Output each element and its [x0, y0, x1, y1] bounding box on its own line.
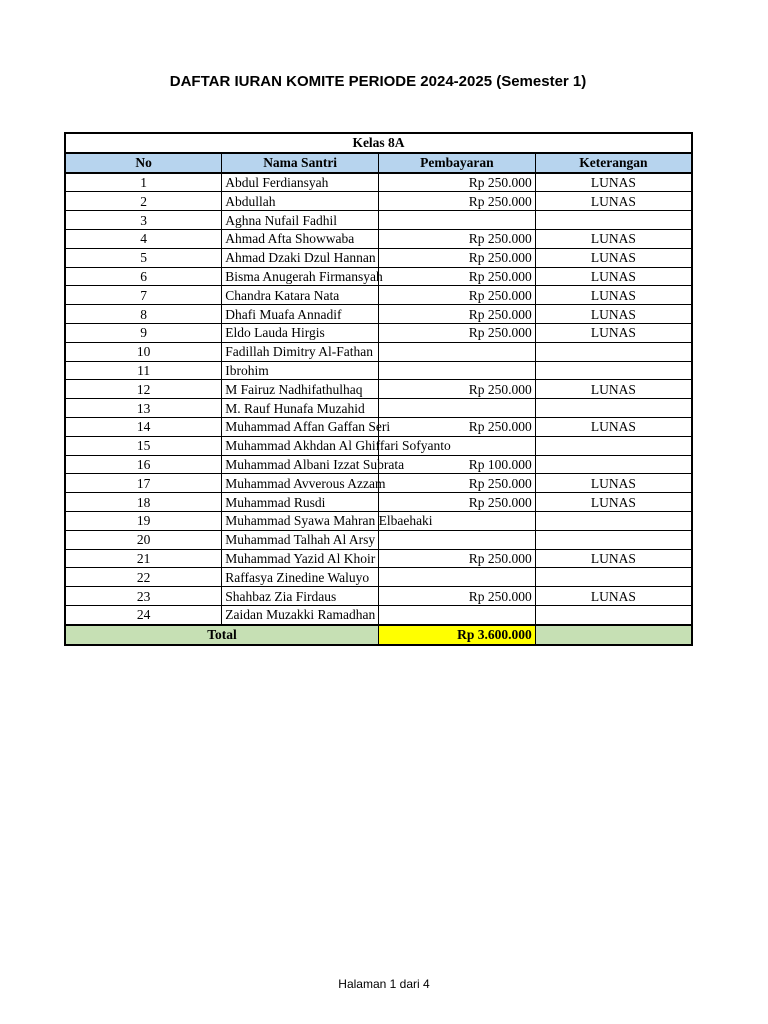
row-note	[535, 511, 692, 530]
row-payment: Rp 250.000	[379, 549, 536, 568]
row-note: LUNAS	[535, 267, 692, 286]
table-row	[65, 380, 692, 399]
row-name: Ahmad Dzaki Dzul Hannan	[222, 248, 379, 267]
row-note: LUNAS	[535, 229, 692, 248]
document-title: DAFTAR IURAN KOMITE PERIODE 2024-2025 (Semester 1)	[169, 73, 587, 90]
table-row	[65, 361, 692, 380]
row-name: Shahbaz Zia Firdaus	[222, 587, 379, 606]
row-note	[535, 436, 692, 455]
row-no: 9	[65, 323, 222, 342]
row-no: 1	[65, 173, 222, 192]
row-note: LUNAS	[535, 286, 692, 305]
row-no: 8	[65, 305, 222, 324]
row-payment	[379, 605, 536, 624]
table-body	[65, 173, 692, 625]
table-row	[65, 511, 692, 530]
row-note: LUNAS	[535, 417, 692, 436]
table-row	[65, 530, 692, 549]
row-note: LUNAS	[535, 173, 692, 192]
row-no: 14	[65, 417, 222, 436]
row-payment: Rp 100.000	[379, 455, 536, 474]
row-payment: Rp 250.000	[379, 173, 536, 192]
row-name: Ibrohim	[222, 361, 379, 380]
row-no: 21	[65, 549, 222, 568]
row-payment: Rp 250.000	[379, 474, 536, 493]
table-row	[65, 493, 692, 512]
row-note: LUNAS	[535, 549, 692, 568]
row-note: LUNAS	[535, 474, 692, 493]
row-note	[535, 568, 692, 587]
row-note: LUNAS	[535, 248, 692, 267]
row-note: LUNAS	[535, 323, 692, 342]
row-payment	[379, 211, 536, 230]
row-name: Aghna Nufail Fadhil	[222, 211, 379, 230]
row-name: Muhammad Syawa Mahran Elbaehaki	[222, 511, 379, 530]
row-no: 23	[65, 587, 222, 606]
row-note	[535, 530, 692, 549]
row-name: Muhammad Rusdi	[222, 493, 379, 512]
row-name: Bisma Anugerah Firmansyah	[222, 267, 379, 286]
row-no: 13	[65, 399, 222, 418]
table-row	[65, 305, 692, 324]
total-label: Total	[65, 625, 379, 645]
row-no: 5	[65, 248, 222, 267]
row-no: 12	[65, 380, 222, 399]
row-note	[535, 361, 692, 380]
row-note	[535, 399, 692, 418]
header-note: Keterangan	[535, 153, 692, 173]
row-no: 24	[65, 605, 222, 624]
header-name: Nama Santri	[222, 153, 379, 173]
table-row	[65, 549, 692, 568]
row-no: 22	[65, 568, 222, 587]
row-name: Muhammad Avverous Azzam	[222, 474, 379, 493]
row-name: Raffasya Zinedine Waluyo	[222, 568, 379, 587]
row-payment	[379, 568, 536, 587]
header-payment: Pembayaran	[379, 153, 536, 173]
row-payment: Rp 250.000	[379, 267, 536, 286]
table-row	[65, 286, 692, 305]
row-note	[535, 605, 692, 624]
row-note: LUNAS	[535, 192, 692, 211]
row-name: M. Rauf Hunafa Muzahid	[222, 399, 379, 418]
table-row	[65, 248, 692, 267]
row-name: Fadillah Dimitry Al-Fathan	[222, 342, 379, 361]
row-payment: Rp 250.000	[379, 323, 536, 342]
row-no: 19	[65, 511, 222, 530]
row-name: Muhammad Akhdan Al Ghiffari Sofyanto	[222, 436, 379, 455]
row-name: Ahmad Afta Showwaba	[222, 229, 379, 248]
table-row	[65, 436, 692, 455]
row-payment	[379, 399, 536, 418]
row-payment	[379, 530, 536, 549]
row-note	[535, 455, 692, 474]
table-row	[65, 587, 692, 606]
header-no: No	[65, 153, 222, 173]
row-payment: Rp 250.000	[379, 305, 536, 324]
row-name: Eldo Lauda Hirgis	[222, 323, 379, 342]
row-name: Muhammad Albani Izzat Subrata	[222, 455, 379, 474]
row-payment: Rp 250.000	[379, 493, 536, 512]
row-no: 18	[65, 493, 222, 512]
row-name: Abdullah	[222, 192, 379, 211]
row-name: Chandra Katara Nata	[222, 286, 379, 305]
row-note: LUNAS	[535, 493, 692, 512]
row-payment: Rp 250.000	[379, 587, 536, 606]
row-no: 20	[65, 530, 222, 549]
table-row	[65, 455, 692, 474]
row-payment: Rp 250.000	[379, 417, 536, 436]
table-row	[65, 605, 692, 624]
row-note	[535, 342, 692, 361]
table-row	[65, 399, 692, 418]
table-row	[65, 417, 692, 436]
row-payment: Rp 250.000	[379, 229, 536, 248]
row-no: 2	[65, 192, 222, 211]
row-note: LUNAS	[535, 305, 692, 324]
table-row	[65, 173, 692, 192]
row-no: 3	[65, 211, 222, 230]
row-name: Dhafi Muafa Annadif	[222, 305, 379, 324]
table-row	[65, 474, 692, 493]
row-name: Abdul Ferdiansyah	[222, 173, 379, 192]
row-name: Zaidan Muzakki Ramadhan	[222, 605, 379, 624]
row-payment: Rp 250.000	[379, 380, 536, 399]
page-footer: Halaman 1 dari 4	[338, 977, 430, 991]
total-row	[65, 625, 692, 645]
table-row	[65, 211, 692, 230]
row-no: 15	[65, 436, 222, 455]
fee-table	[64, 132, 693, 646]
class-row	[65, 133, 692, 153]
total-amount: Rp 3.600.000	[379, 625, 536, 645]
class-label: Kelas 8A	[65, 133, 692, 153]
row-payment: Rp 250.000	[379, 286, 536, 305]
row-no: 4	[65, 229, 222, 248]
table-row	[65, 342, 692, 361]
row-payment: Rp 250.000	[379, 248, 536, 267]
table-row	[65, 192, 692, 211]
table-row	[65, 323, 692, 342]
row-note: LUNAS	[535, 587, 692, 606]
row-payment: Rp 250.000	[379, 192, 536, 211]
row-no: 7	[65, 286, 222, 305]
row-note: LUNAS	[535, 380, 692, 399]
row-name: M Fairuz Nadhifathulhaq	[222, 380, 379, 399]
row-payment	[379, 342, 536, 361]
row-name: Muhammad Yazid Al Khoir	[222, 549, 379, 568]
table-row	[65, 568, 692, 587]
row-no: 16	[65, 455, 222, 474]
row-no: 6	[65, 267, 222, 286]
table-row	[65, 267, 692, 286]
row-payment	[379, 361, 536, 380]
row-name: Muhammad Talhah Al Arsy	[222, 530, 379, 549]
row-no: 10	[65, 342, 222, 361]
row-no: 11	[65, 361, 222, 380]
column-header-row	[65, 153, 692, 173]
row-name: Muhammad Affan Gaffan Seri	[222, 417, 379, 436]
row-no: 17	[65, 474, 222, 493]
row-note	[535, 211, 692, 230]
table-row	[65, 229, 692, 248]
total-note-cell	[535, 625, 692, 645]
